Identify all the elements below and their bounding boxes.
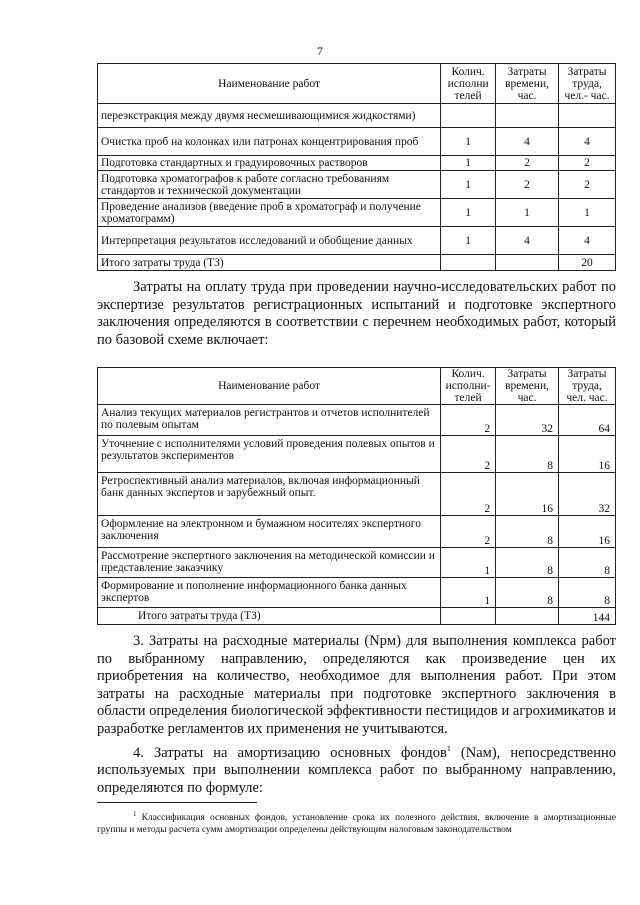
performers-count: 1 bbox=[441, 156, 496, 171]
work-name: Интерпретация результатов исследований и обобщение данных bbox=[98, 227, 441, 255]
table-row bbox=[98, 171, 616, 199]
work-name: Ретроспективный анализ материалов, включая информационный банк данных экспертов и зарубежный опыт. bbox=[98, 473, 441, 516]
header-labor: Затраты труда, чел. час. bbox=[559, 368, 616, 405]
table-row bbox=[98, 227, 616, 255]
header-labor: Затраты труда, чел.- час. bbox=[559, 64, 616, 104]
labor-hours: 16 bbox=[559, 436, 616, 473]
table-row bbox=[98, 548, 616, 578]
labor-hours: 4 bbox=[559, 128, 616, 156]
table-row bbox=[98, 156, 616, 171]
header-work-name: Наименование работ bbox=[98, 368, 441, 405]
time-hours: 4 bbox=[496, 128, 559, 156]
table-total-row bbox=[98, 255, 616, 271]
table-row bbox=[98, 473, 616, 516]
performers-count: 2 bbox=[441, 473, 496, 516]
performers-count: 1 bbox=[441, 227, 496, 255]
labor-hours: 32 bbox=[559, 473, 616, 516]
table-row bbox=[98, 436, 616, 473]
performers-count bbox=[441, 104, 496, 128]
labor-hours: 4 bbox=[559, 227, 616, 255]
time-hours: 1 bbox=[496, 199, 559, 227]
table-row bbox=[98, 405, 616, 436]
labor-hours: 64 bbox=[559, 405, 616, 436]
time-hours: 2 bbox=[496, 171, 559, 199]
time-hours: 8 bbox=[496, 578, 559, 608]
work-name: Подготовка стандартных и градуировочных растворов bbox=[98, 156, 441, 171]
performers-count: 1 bbox=[441, 548, 496, 578]
time-hours: 8 bbox=[496, 436, 559, 473]
work-name: переэкстракция между двумя несмешивающимися жидкостями) bbox=[98, 104, 441, 128]
header-time: Затраты времени, час. bbox=[496, 64, 559, 104]
work-name: Подготовка хроматографов к работе согласно требованиям стандартов и технической документации bbox=[98, 171, 441, 199]
time-hours: 8 bbox=[496, 516, 559, 548]
paragraph-labor-costs: Затраты на оплату труда при проведении научно-исследовательских работ по экспертизе результатов регистрационных испытаний и подготовке экспертного заключения определяются в соответствии с перечнем необходимых работ, который по базовой схеме включает: bbox=[97, 279, 616, 348]
performers-count: 2 bbox=[441, 436, 496, 473]
paragraph-materials: 3. Затраты на расходные материалы (Npм) для выполнения комплекса работ по выбранному направлению, определяются как произведение цен их приобретения на количество, необходимое для выполнения работ. При этом затраты на расходные материалы при подготовке экспертного заключения в области определения биологической эффективности пестицидов и агрохимикатов и разработке регламентов их применения не учитываются. bbox=[97, 633, 616, 737]
paragraph-amortization: 4. Затраты на амортизацию основных фондов$^1$ (Nам), непосредственно используемых при выполнении комплекса работ по выбранному направлению, определяются по формуле: bbox=[97, 744, 616, 796]
time-hours: 8 bbox=[496, 548, 559, 578]
total-label: Итого затраты труда (ТЗ) bbox=[98, 608, 441, 625]
performers-count: 1 bbox=[441, 128, 496, 156]
time-hours bbox=[496, 104, 559, 128]
table-row bbox=[98, 199, 616, 227]
page-number: 7 bbox=[317, 44, 323, 58]
table-row bbox=[98, 516, 616, 548]
performers-count: 1 bbox=[441, 578, 496, 608]
work-name: Проведение анализов (введение проб в хроматограф и получение хроматограмм) bbox=[98, 199, 441, 227]
work-name: Формирование и пополнение информационного банка данных экспертов bbox=[98, 578, 441, 608]
header-time: Затраты времени, час. bbox=[496, 368, 559, 405]
work-name: Очистка проб на колонках или патронах концентрирования проб bbox=[98, 128, 441, 156]
performers-count: 2 bbox=[441, 516, 496, 548]
work-name: Рассмотрение экспертного заключения на методической комиссии и представление заказчику bbox=[98, 548, 441, 578]
work-name: Анализ текущих материалов регистрантов и отчетов исполнителей по полевым опытам bbox=[98, 405, 441, 436]
performers-count: 2 bbox=[441, 405, 496, 436]
footnote: $^1$ Классификация основных фондов, установление срока их полезного действия, включение в амортизационные группы и методы расчета сумм амортизации определены действующим налоговым законодательством bbox=[97, 810, 616, 836]
table-row bbox=[98, 578, 616, 608]
total-label: Итого затраты труда (ТЗ) bbox=[98, 255, 441, 271]
performers-count: 1 bbox=[441, 199, 496, 227]
labor-hours: 8 bbox=[559, 578, 616, 608]
header-work-name: Наименование работ bbox=[98, 64, 441, 104]
labor-hours: 2 bbox=[559, 171, 616, 199]
labor-hours: 2 bbox=[559, 156, 616, 171]
header-performers: Колич. исполни телей bbox=[441, 64, 496, 104]
table-total-row bbox=[98, 608, 616, 625]
work-name: Уточнение с исполнителями условий проведения полевых опытов и результатов экспериментов bbox=[98, 436, 441, 473]
header-performers: Колич. исполни-телей bbox=[441, 368, 496, 405]
labor-hours: 1 bbox=[559, 199, 616, 227]
work-cost-table-2 bbox=[97, 367, 616, 625]
time-hours: 4 bbox=[496, 227, 559, 255]
total-value: 20 bbox=[559, 255, 616, 271]
work-cost-table-1 bbox=[97, 63, 616, 271]
labor-hours: 16 bbox=[559, 516, 616, 548]
time-hours: 32 bbox=[496, 405, 559, 436]
work-name: Оформление на электронном и бумажном носителях экспертного заключения bbox=[98, 516, 441, 548]
time-hours: 2 bbox=[496, 156, 559, 171]
labor-hours: 8 bbox=[559, 548, 616, 578]
total-value: 144 bbox=[559, 608, 616, 625]
performers-count: 1 bbox=[441, 171, 496, 199]
table-row bbox=[98, 104, 616, 128]
table-row bbox=[98, 128, 616, 156]
labor-hours bbox=[559, 104, 616, 128]
time-hours: 16 bbox=[496, 473, 559, 516]
footnote-reference[interactable]: 1 bbox=[446, 744, 451, 753]
footnote-divider bbox=[97, 802, 257, 803]
